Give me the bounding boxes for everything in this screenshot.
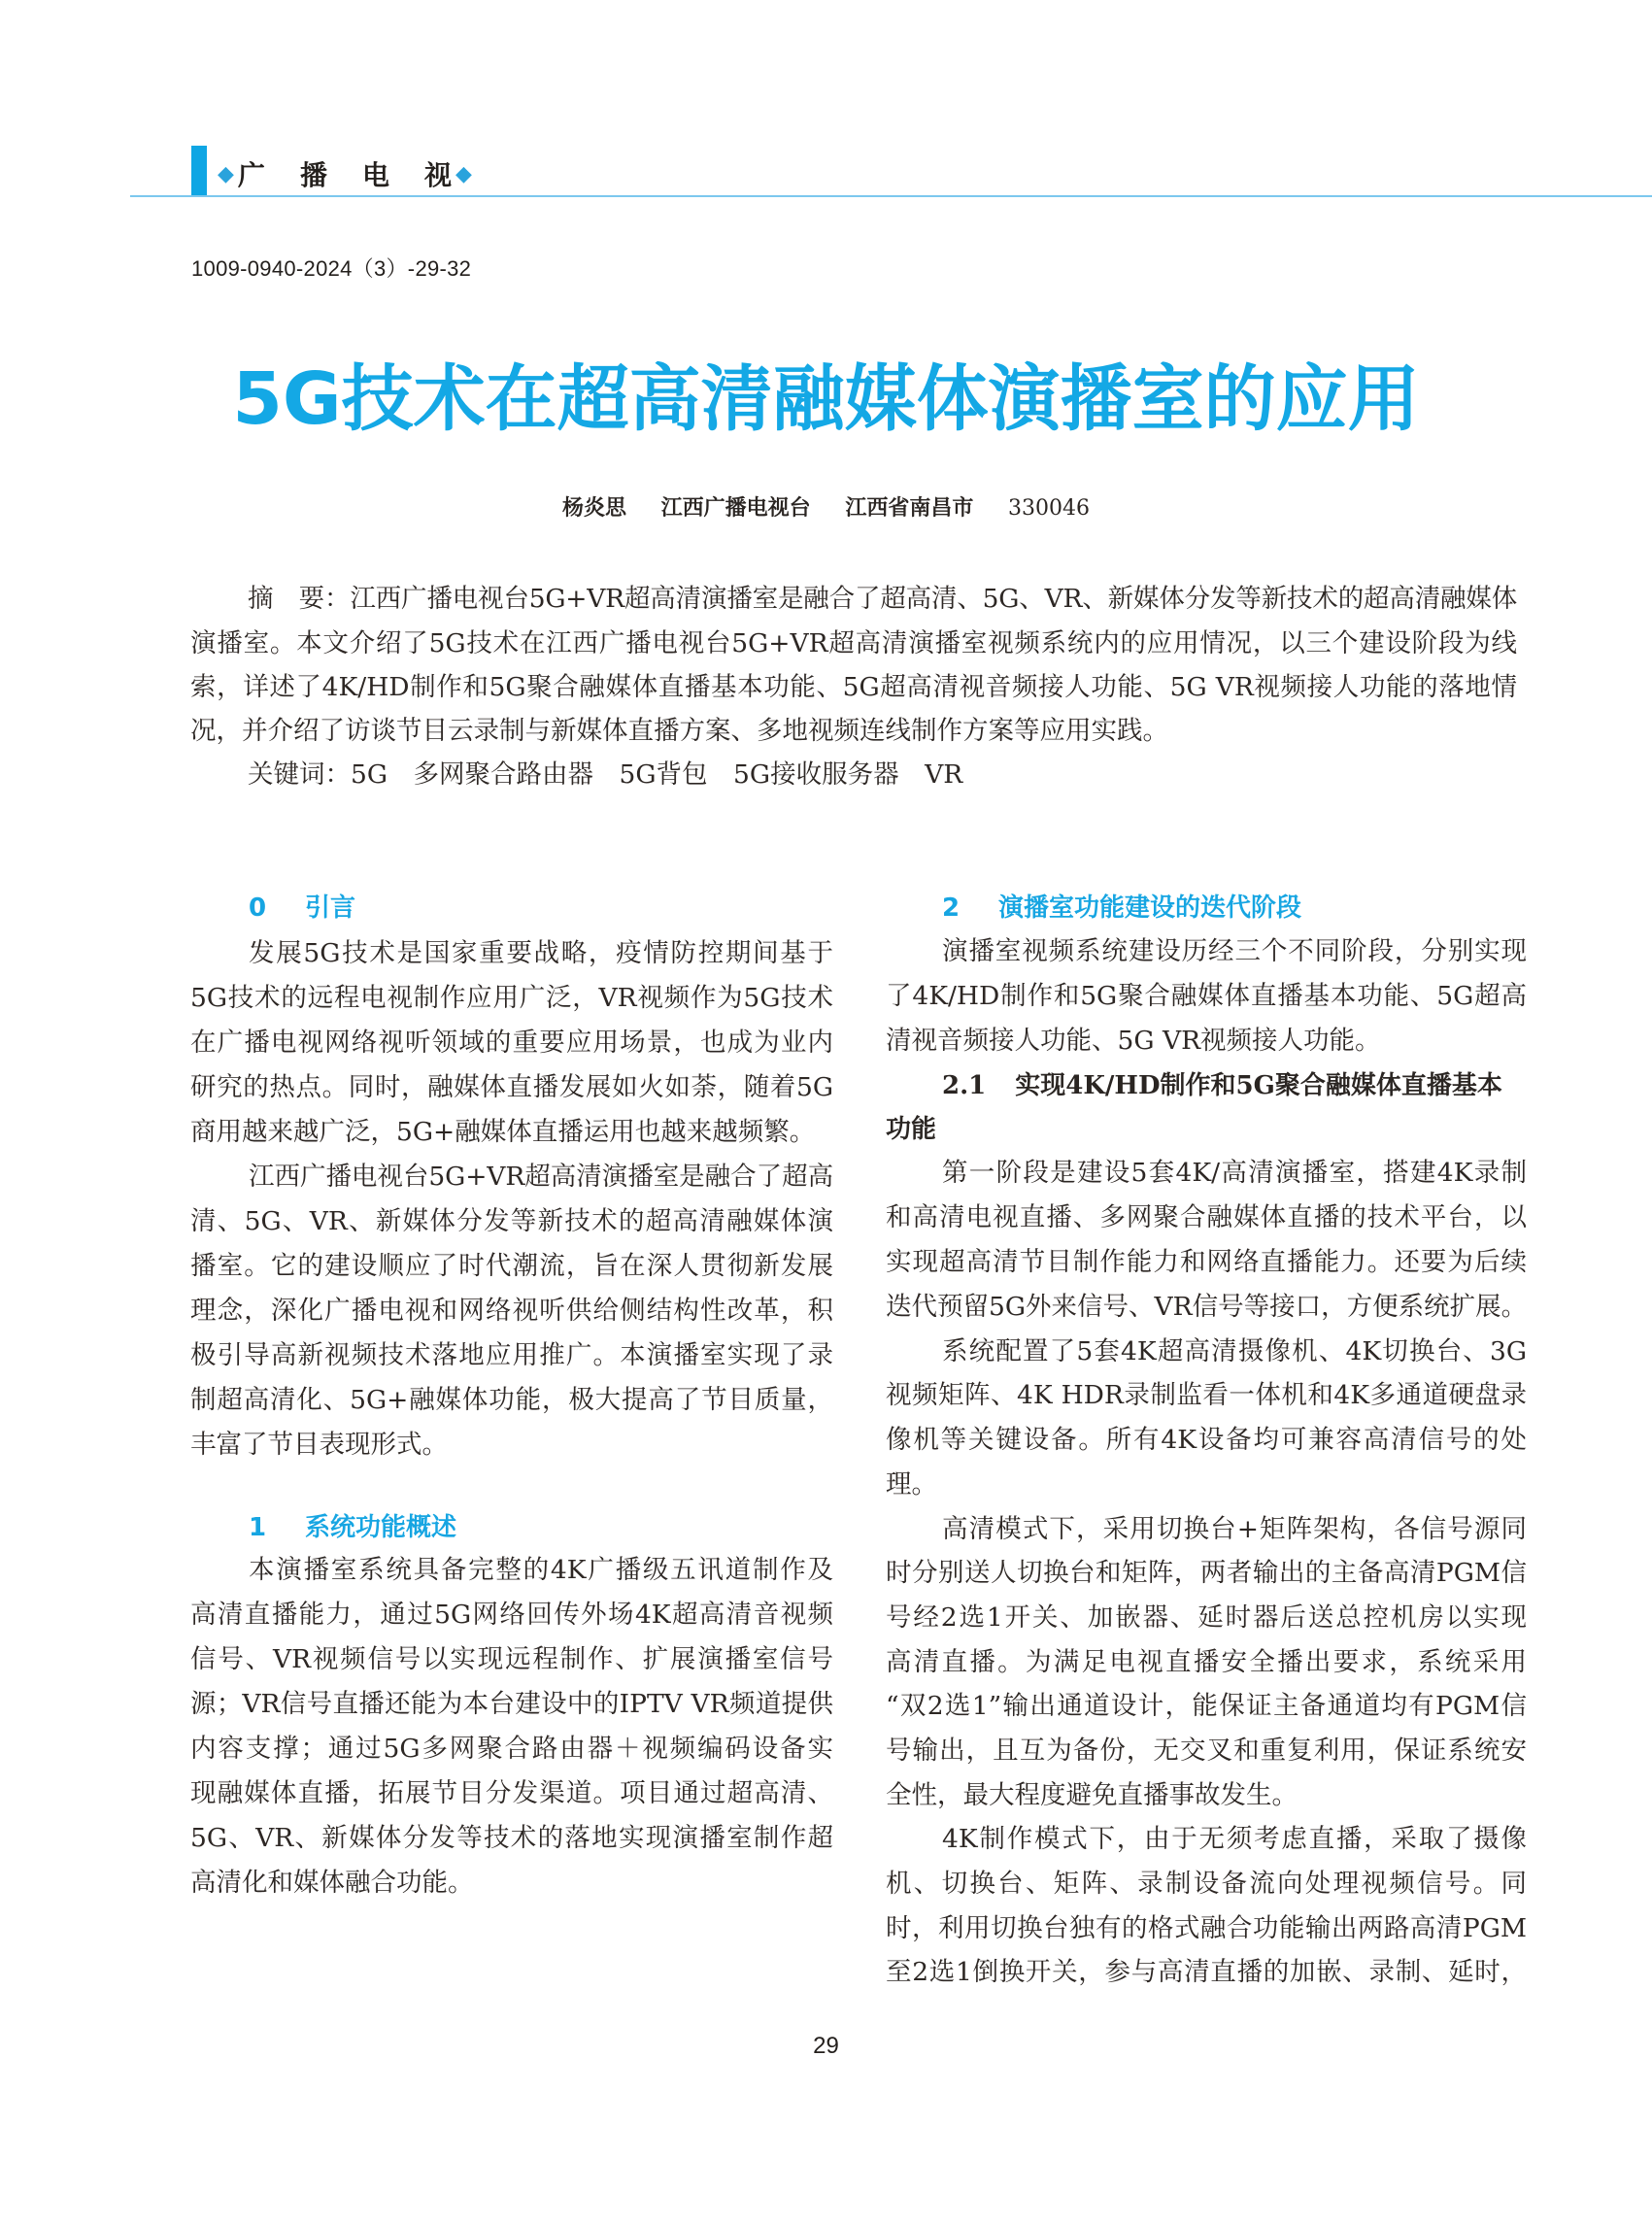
body-line: 发展5G技术是国家重要战略，疫情防控期间基于 <box>249 938 833 968</box>
body-line: 演播室视频系统建设历经三个不同阶段，分别实现 <box>942 936 1527 966</box>
section-title: 引言 <box>305 893 356 923</box>
body-line: 实现超高清节目制作能力和网络直播能力。还要为后续 <box>886 1247 1527 1277</box>
abstract-line: 摘 要：江西广播电视台5G+VR超高清演播室是融合了超高清、5G、VR、新媒体分发等新技术的超高清融媒体 <box>248 584 1517 614</box>
section-number: 1 <box>249 1513 267 1542</box>
body-line: 5G技术的远程电视制作应用广泛，VR视频作为5G技术 <box>190 983 833 1013</box>
body-line: 清视音频接人功能、5G VR视频接人功能。 <box>886 1026 1381 1056</box>
body-line: 极引导高新视频技术落地应用推广。本演播室实现了录 <box>190 1340 833 1370</box>
running-header <box>214 157 476 190</box>
body-line: 号输出，且互为备份，无交叉和重复利用，保证系统安 <box>886 1736 1527 1766</box>
section-number: 2 <box>942 893 961 923</box>
body-line: 了4K/HD制作和5G聚合融媒体直播基本功能、5G超高 <box>886 981 1527 1011</box>
body-line: 至2选1倒换开关，参与高清直播的加嵌、录制、延时， <box>886 1957 1527 1987</box>
body-line: 商用越来越广泛，5G+融媒体直播运用也越来越频繁。 <box>190 1117 816 1147</box>
article-title: 5G技术在超高清融媒体演播室的应用 <box>232 357 1420 441</box>
body-line: 时，利用切换台独有的格式融合功能输出两路高清PGM <box>886 1913 1527 1943</box>
header-accent-bar <box>191 146 207 197</box>
body-line: 高清直播。为满足电视直播安全播出要求，系统采用 <box>886 1647 1527 1677</box>
body-line: 信号、VR视频信号以实现远程制作、扩展演播室信号 <box>190 1644 833 1674</box>
header-rule <box>130 195 1652 197</box>
body-line: 高清直播能力，通过5G网络回传外场4K超高清音视频 <box>190 1600 833 1630</box>
header-char: 播 <box>299 159 327 191</box>
section-heading <box>249 889 355 927</box>
subsection-number: 2.1 <box>942 1071 987 1100</box>
abstract-line: 演播室。本文介绍了5G技术在江西广播电视台5G+VR超高清演播室视频系统内的应用情况，以三个建设阶段为线 <box>190 628 1517 658</box>
header-char: 电 <box>361 159 389 191</box>
body-line: 现融媒体直播，拓展节目分发渠道。项目通过超高清、 <box>190 1778 833 1808</box>
body-line: 清、5G、VR、新媒体分发等新技术的超高清融媒体演 <box>190 1206 833 1236</box>
diamond-icon: ◆ <box>455 161 472 186</box>
diamond-icon: ◆ <box>218 161 234 186</box>
body-line: 丰富了节目表现形式。 <box>190 1430 448 1460</box>
body-line: 源；VR信号直播还能为本台建设中的IPTV VR频道提供 <box>190 1689 833 1719</box>
subsection-heading-cont: 功能 <box>886 1115 937 1144</box>
section-number: 0 <box>249 893 267 923</box>
body-line: 制超高清化、5G+融媒体功能，极大提高了节目质量， <box>190 1385 833 1415</box>
body-line: 像机等关键设备。所有4K设备均可兼容高清信号的处 <box>886 1425 1527 1455</box>
body-line: 号经2选1开关、加嵌器、延时器后送总控机房以实现 <box>886 1602 1527 1633</box>
body-line: 第一阶段是建设5套4K/高清演播室，搭建4K录制 <box>942 1158 1527 1188</box>
body-line: 江西广播电视台5G+VR超高清演播室是融合了超高 <box>249 1162 833 1192</box>
page-number: 29 <box>813 2033 839 2059</box>
author-name: 杨炎思 <box>561 495 626 521</box>
section-title: 演播室功能建设的迭代阶段 <box>998 893 1302 923</box>
author-postcode: 330046 <box>1008 496 1091 521</box>
section-title: 系统功能概述 <box>305 1513 457 1542</box>
header-char: 视 <box>423 159 452 191</box>
body-line: 高清化和媒体融合功能。 <box>190 1868 474 1898</box>
body-line: 高清模式下，采用切换台+矩阵架构，各信号源同 <box>942 1514 1527 1544</box>
body-line: 和高清电视直播、多网聚合融媒体直播的技术平台，以 <box>886 1202 1527 1232</box>
author-line <box>0 491 1652 522</box>
body-line: 理念，深化广播电视和网络视听供给侧结构性改革，积 <box>190 1296 833 1326</box>
body-line: 系统配置了5套4K超高清摄像机、4K切换台、3G <box>942 1336 1527 1366</box>
body-line: 机、切换台、矩阵、录制设备流向处理视频信号。同 <box>886 1869 1527 1899</box>
body-line: 在广播电视网络视听领域的重要应用场景，也成为业内 <box>190 1028 833 1058</box>
section-heading <box>249 1508 456 1547</box>
body-line: 播室。它的建设顺应了时代潮流，旨在深人贯彻新发展 <box>190 1251 833 1281</box>
body-line: 全性，最大程度避免直播事故发生。 <box>886 1780 1298 1810</box>
body-line: 时分别送人切换台和矩阵，两者输出的主备高清PGM信 <box>886 1558 1527 1588</box>
body-line: 5G、VR、新媒体分发等技术的落地实现演播室制作超 <box>190 1823 833 1853</box>
section-heading <box>942 889 1301 927</box>
subsection-heading <box>942 1066 1527 1105</box>
body-line: 本演播室系统具备完整的4K广播级五讯道制作及 <box>249 1555 833 1585</box>
body-line: 视频矩阵、4K HDR录制监看一体机和4K多通道硬盘录 <box>886 1380 1527 1410</box>
body-line: “双2选1”输出通道设计，能保证主备通道均有PGM信 <box>886 1691 1527 1721</box>
document-id: 1009-0940-2024（3）-29-32 <box>191 256 472 281</box>
body-line: 理。 <box>886 1469 937 1500</box>
header-char: 广 <box>237 159 265 191</box>
body-line: 迭代预留5G外来信号、VR信号等接口，方便系统扩展。 <box>886 1292 1528 1322</box>
author-affiliation: 江西广播电视台 <box>660 495 811 521</box>
abstract-line: 索，详述了4K/HD制作和5G聚合融媒体直播基本功能、5G超高清视音频接人功能、5G VR视频接人功能的落地情 <box>190 672 1517 702</box>
subsection-title: 实现4K/HD制作和5G聚合融媒体直播基本 <box>1015 1071 1502 1100</box>
author-location: 江西省南昌市 <box>845 495 974 521</box>
abstract-line: 况，并介绍了访谈节目云录制与新媒体直播方案、多地视频连线制作方案等应用实践。 <box>190 716 1168 746</box>
body-line: 内容支撑；通过5G多网聚合路由器＋视频编码设备实 <box>190 1734 833 1764</box>
body-line: 4K制作模式下，由于无须考虑直播，采取了摄像 <box>942 1824 1527 1854</box>
keywords: 关键词：5G 多网聚合路由器 5G背包 5G接收服务器 VR <box>248 759 963 790</box>
body-line: 研究的热点。同时，融媒体直播发展如火如荼，随着5G <box>190 1072 833 1102</box>
